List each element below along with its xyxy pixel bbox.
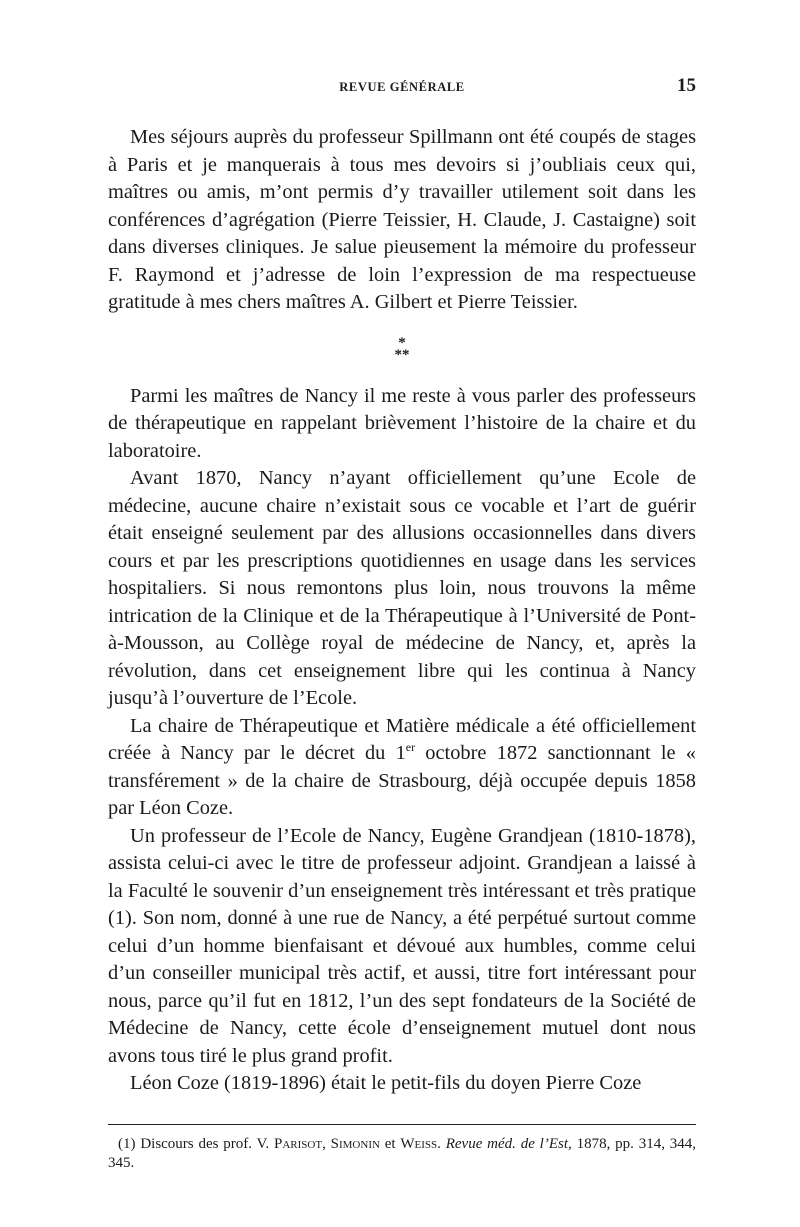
footnote-marker: (1) — [118, 1135, 136, 1152]
footnote-tail: , 1878, pp. 314, 344, 345. — [108, 1135, 697, 1171]
footnote-author-parisot: Parisot — [274, 1135, 323, 1152]
footnote-author-simonin: Simonin — [330, 1135, 380, 1152]
decree-text-after: octobre 1872 sanctionnant le « transférement » de la chaire de Strasbourg, déjà occupée depuis 1858 par Léon Coze. — [108, 742, 696, 819]
footnote-author-weiss: Weiss. — [400, 1135, 441, 1152]
paragraph-grandjean: Un professeur de l’Ecole de Nancy, Eugène Grandjean (1810-1878), assista celui-ci avec le titre de professeur adjoint. Grandjean a laissé à la Faculté le souvenir d’un enseignement très intéressant et très pratique (1). Son nom, donné à une rue de Nancy, a été perpétué surtout comme celui d’un homme bienfaisant et dévoué aux humbles, comme celui d’un conseiller municipal très actif, et aussi, titre fort intéressant pour nous, parce qu’il fut en 1812, l’un des sept fondateurs de la Société de Médecine de Nancy, cette école d’enseignement mutuel dont nous avons tous tiré le plus grand profit. — [108, 824, 696, 1067]
footnote-lead: Discours des prof. V. — [140, 1135, 270, 1152]
running-title: REVUE GÉNÉRALE — [339, 80, 465, 94]
document-page — [108, 70, 696, 1173]
asterism-top: * — [398, 334, 406, 351]
paragraph-maitres-nancy: Parmi les maîtres de Nancy il me reste à vous parler des professeurs de thérapeutique en rappelant brièvement l’histoire de la chaire et du laboratoire. — [108, 384, 696, 462]
decree-text-before: La chaire de Thérapeutique et Matière médicale a été officiellement créée à Nancy par le décret du 1 — [108, 714, 696, 764]
paragraph-sejours: Mes séjours auprès du professeur Spillmann ont été coupés de stages à Paris et je manquerais à tous mes devoirs si j’oubliais ceux qui, maîtres ou amis, m’ont permis d’y travailler utilement soit dans les conférences d’agrégation (Pierre Teissier, H. Claude, J. Castaigne) soit dans diverses cliniques. Je salue pieusement la mémoire du professeur F. Raymond et j’adresse de loin l’expression de ma respectueuse gratitude à mes chers maîtres A. Gilbert et Pierre Teissier. — [108, 126, 696, 313]
asterism-bottom: ** — [394, 346, 410, 363]
asterism-separator — [108, 334, 696, 363]
page-header — [108, 70, 696, 106]
footnote-journal: Revue méd. de l’Est — [445, 1135, 569, 1152]
footnote-conj: et — [384, 1135, 396, 1152]
paragraph-chaire-creee — [108, 713, 696, 823]
footnote: (1) Discours des prof. V. Parisot, Simonin et Weiss. Revue méd. de l’Est, 1878, pp. 314, 344, 345. — [108, 1135, 697, 1171]
paragraph-leon-coze: Léon Coze (1819-1896) était le petit-fils du doyen Pierre Coze — [130, 1072, 642, 1094]
body-text — [108, 124, 696, 1098]
footnote-rule — [108, 1124, 696, 1125]
decree-superscript: er — [405, 740, 416, 755]
page-number: 15 — [677, 75, 696, 96]
paragraph-avant-1870: Avant 1870, Nancy n’ayant officiellement qu’une Ecole de médecine, aucune chaire n’existait sous ce vocable et l’art de guérir était enseigné seulement par des allusions occasionnelles dans divers cours et par les prescriptions quotidiennes en usage dans les services hospitaliers. Si nous remontons plus loin, nous trouvons la même intrication de la Clinique et de la Thérapeutique à l’Université de Pont-à-Mousson, au Collège royal de médecine de Nancy, et, après la révolution, dans cet enseignement libre qui les continua à Nancy jusqu’à l’ouverture de l’Ecole. — [108, 467, 696, 709]
